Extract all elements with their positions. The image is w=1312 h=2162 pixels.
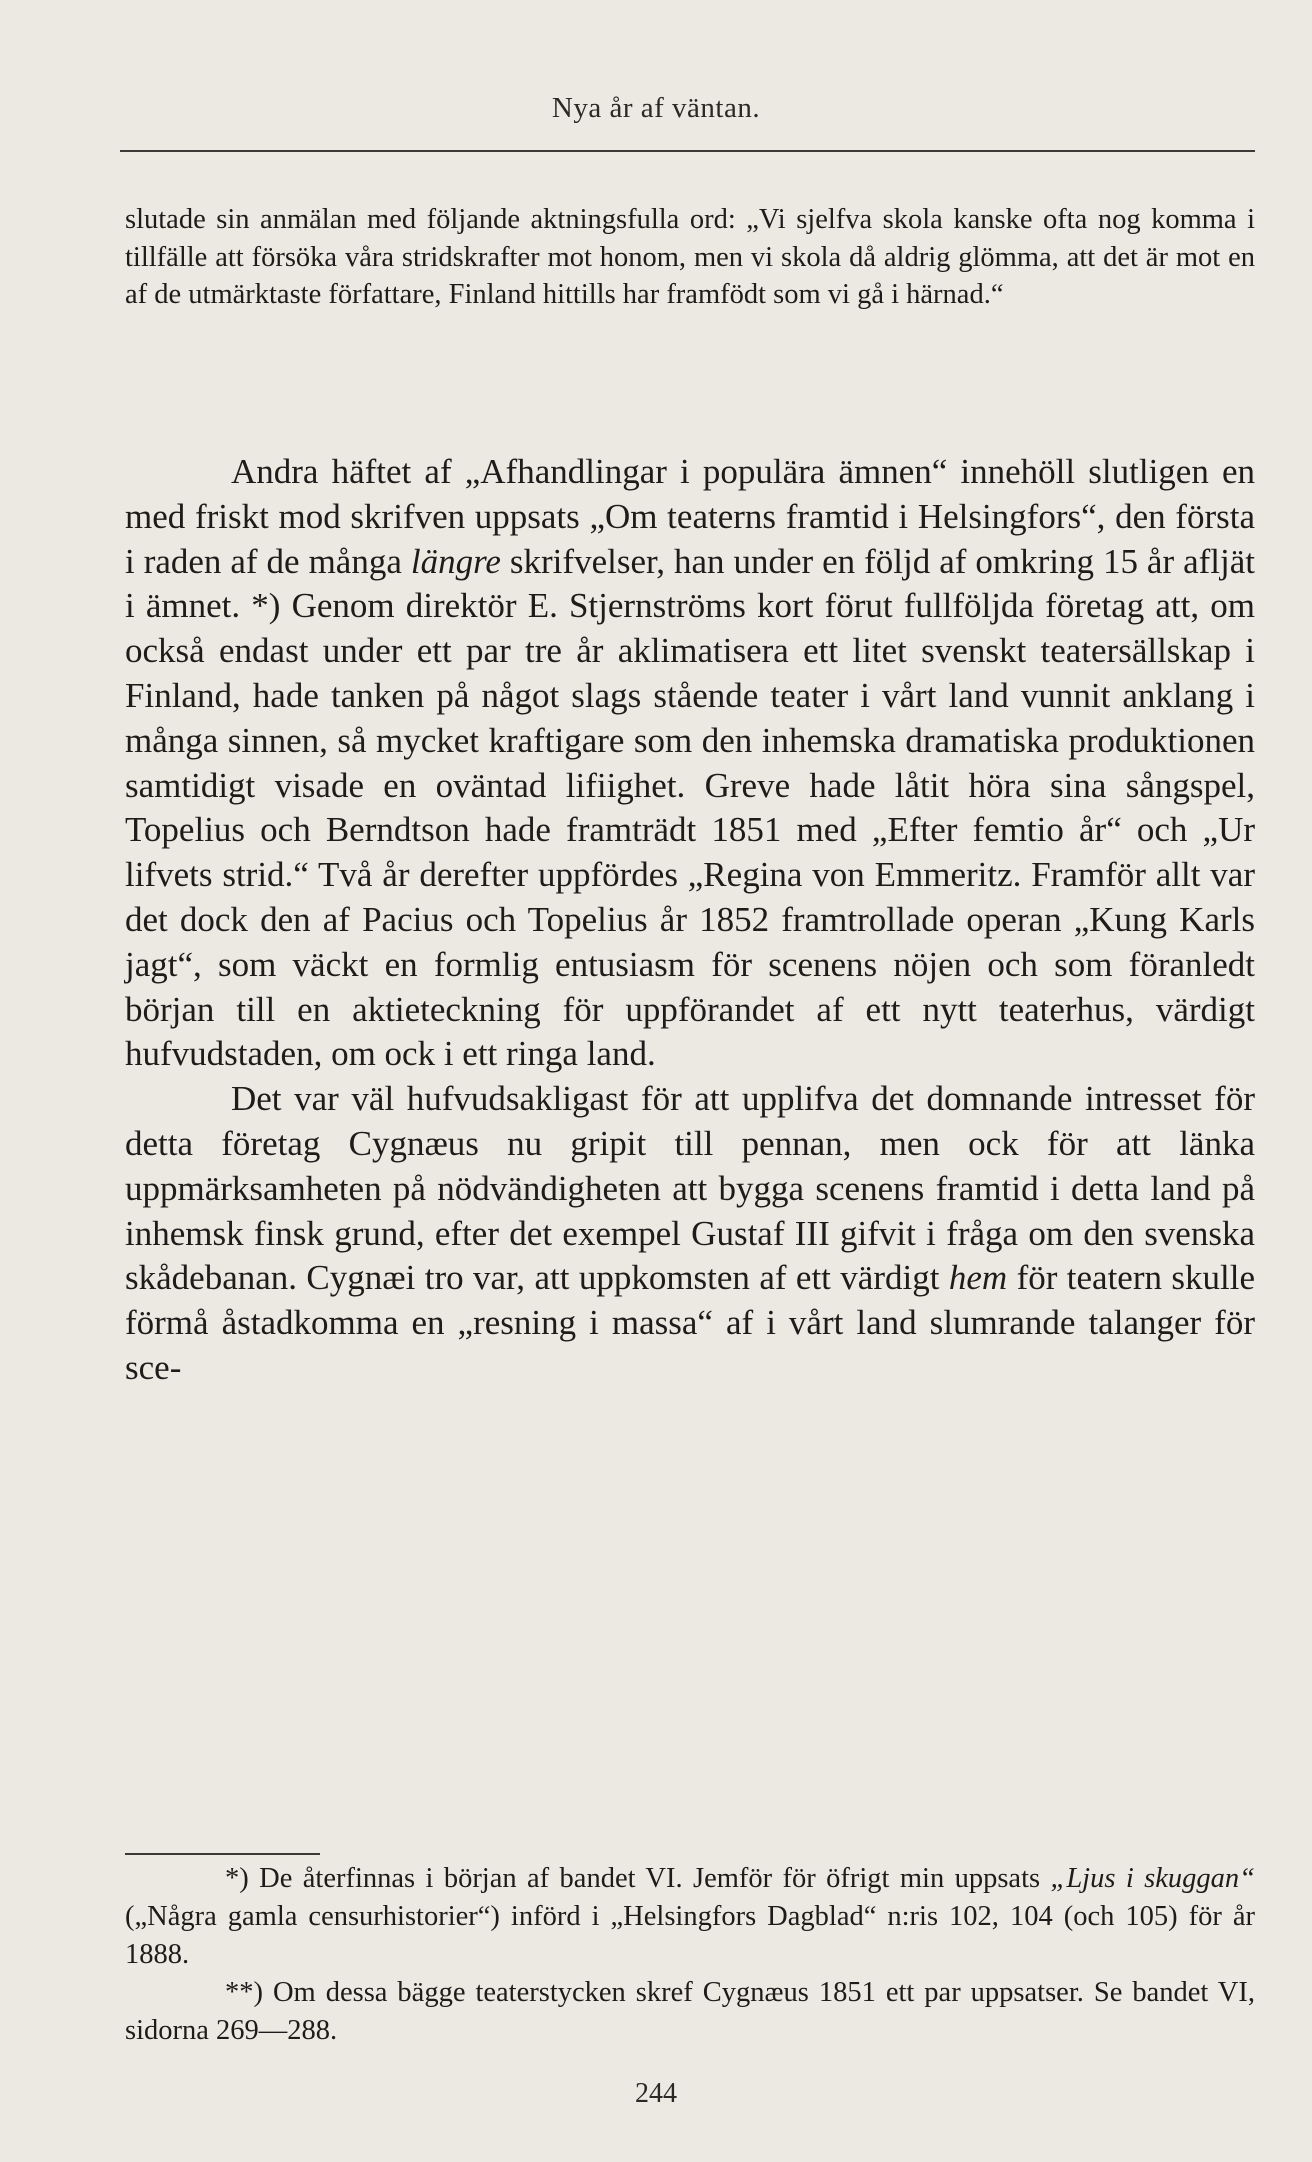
paragraph-1-italic: längre bbox=[410, 541, 501, 581]
footnotes bbox=[125, 1860, 1255, 2050]
paragraph-1-text-a: Andra häftet af „Afhandlingar i populära ämnen“ innehöll slutligen en med friskt mod skrifven uppsats „Om teaterns framtid i Helsingfors“, den första i raden af de många bbox=[125, 452, 1255, 581]
footnote-rule bbox=[125, 1853, 320, 1855]
paragraph-2-text-b: för teatern skulle förmå åstadkomma en „resning i massa“ af i vårt land slumrande talanger för sce- bbox=[125, 1258, 1255, 1387]
page-number: 244 bbox=[635, 2078, 677, 2109]
footnote-1-text-a: *) De återfinnas i början af bandet VI. Jemför för öfrigt min uppsats bbox=[225, 1863, 1051, 1894]
main-text bbox=[125, 450, 1255, 1391]
header-rule bbox=[120, 150, 1255, 152]
paragraph-1-text-b: skrifvelser, han under en följd af omkring 15 år afljät i ämnet. *) Genom direktör E. Stjernströms kort förut fullföljda företag att, om också endast under ett par tre år aklimatisera ett litet svenskt teatersällskap i Finland, hade tanken på något slags stående teater i vårt land vunnit anklang i många sinnen, så mycket kraftigare som den inhemska dramatiska produktionen samtidigt visade en oväntad lifiighet. Greve hade låtit höra sina sångspel, Topelius och Berndtson hade framträdt 1851 med „Efter femtio år“ och „Ur lifvets strid.“ Två år derefter uppfördes „Regina von Emmeritz. Framför allt var det dock den af Pacius och Topelius år 1852 framtrollade operan „Kung Karls jagt“, som väckt en formlig entusiasm för scenens nöjen och som föranledt början till en aktieteckning för uppförandet af ett nytt teaterhus, värdigt hufvudstaden, om ock i ett ringa land. bbox=[125, 541, 1255, 1074]
footnote-1-text-b: („Några gamla censurhistorier“) införd i „Helsingfors Dagblad“ n:ris 102, 104 (och 105) för år 1888. bbox=[125, 1901, 1255, 1970]
footnote-1-italic: „Ljus i skuggan“ bbox=[1050, 1863, 1255, 1894]
footnote-2: **) Om dessa bägge teaterstycken skref Cygnæus 1851 ett par uppsatser. Se bandet VI, sidorna 269—288. bbox=[125, 1977, 1255, 2046]
intro-paragraph: slutade sin anmälan med följande aktningsfulla ord: „Vi sjelfva skola kanske ofta nog komma i tillfälle att försöka våra stridskrafter mot honom, men vi skola då aldrig glömma, att det är mot en af de utmärktaste författare, Finland hittills har framfödt som vi gå i härnad.“ bbox=[125, 204, 1255, 310]
paragraph-2 bbox=[125, 1077, 1255, 1391]
running-head: Nya år af väntan. bbox=[551, 92, 761, 124]
paragraph-2-italic: hem bbox=[948, 1258, 1008, 1298]
footnote-1 bbox=[125, 1860, 1255, 1974]
paragraph-2-text-a: Det var väl hufvudsakligast för att upplifva det domnande intresset för detta företag Cygnæus nu gripit till pennan, men ock för att länka uppmärksamheten på nödvändigheten att bygga scenens framtid i detta land på inhemsk finsk grund, efter det exempel Gustaf III gifvit i fråga om den svenska skådebanan. Cygnæi tro var, att uppkomsten af ett värdigt bbox=[125, 1079, 1255, 1298]
paragraph-1 bbox=[125, 450, 1255, 1077]
